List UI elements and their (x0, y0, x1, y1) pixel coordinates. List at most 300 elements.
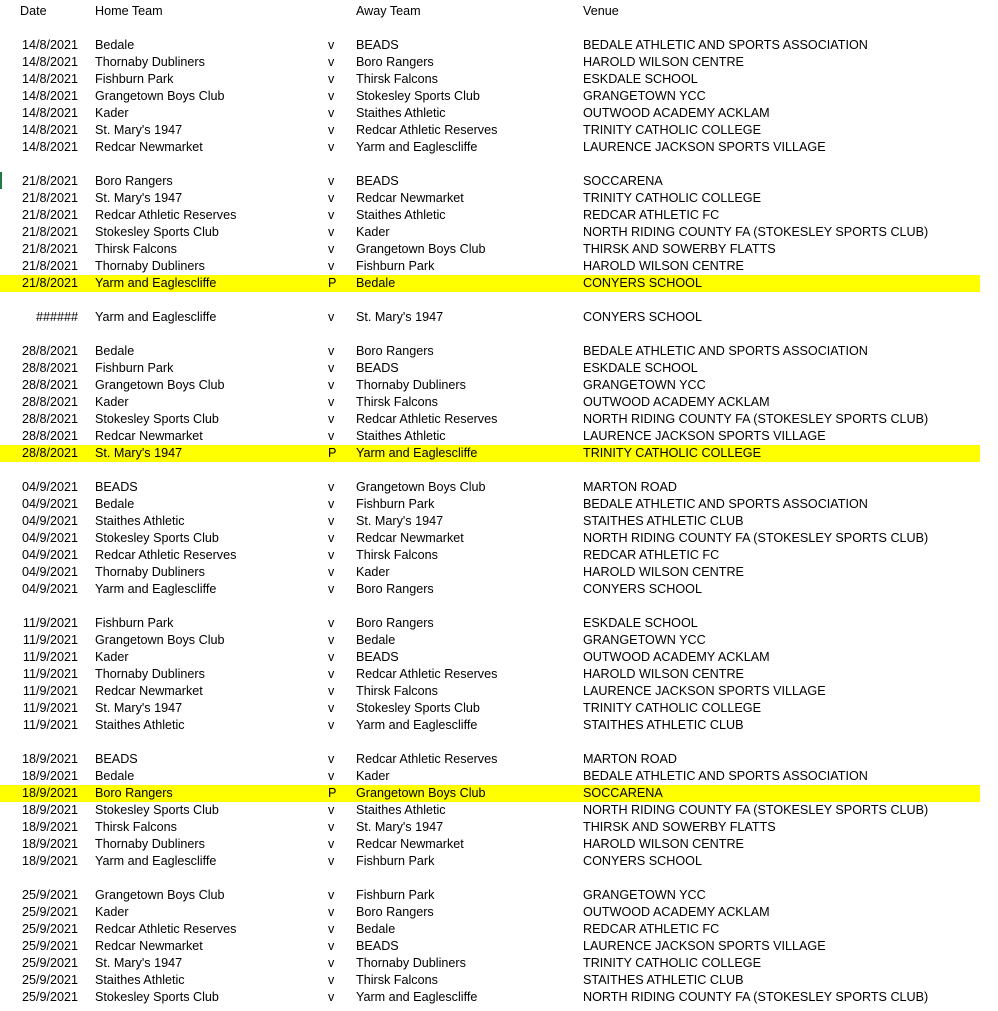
fixture-row[interactable] (0, 54, 980, 71)
date-cell[interactable]: 25/9/2021 (21, 922, 78, 936)
date-cell[interactable]: 21/8/2021 (21, 208, 78, 222)
venue-cell[interactable]: GRANGETOWN YCC (583, 888, 706, 902)
fixture-row[interactable] (0, 411, 980, 428)
versus-cell[interactable]: v (328, 565, 335, 579)
date-cell[interactable]: 11/9/2021 (22, 616, 78, 630)
fixture-row[interactable] (0, 836, 980, 853)
versus-cell[interactable]: v (328, 38, 335, 52)
home-team-cell[interactable]: Fishburn Park (95, 616, 174, 630)
date-cell[interactable]: 21/8/2021 (21, 259, 78, 273)
versus-cell[interactable]: v (328, 531, 335, 545)
venue-cell[interactable]: HAROLD WILSON CENTRE (583, 837, 744, 851)
fixture-row[interactable] (0, 360, 980, 377)
versus-cell[interactable]: v (328, 752, 335, 766)
home-team-cell[interactable]: Grangetown Boys Club (95, 89, 225, 103)
home-team-cell[interactable]: Grangetown Boys Club (95, 633, 225, 647)
home-team-cell[interactable]: St. Mary's 1947 (95, 701, 183, 715)
versus-cell[interactable]: v (328, 667, 335, 681)
home-team-cell[interactable]: Kader (95, 106, 129, 120)
away-team-cell[interactable]: Staithes Athletic (356, 106, 446, 120)
venue-cell[interactable]: HAROLD WILSON CENTRE (583, 565, 744, 579)
date-cell[interactable]: 11/9/2021 (22, 667, 78, 681)
venue-cell[interactable]: CONYERS SCHOOL (583, 854, 702, 868)
versus-cell[interactable]: v (328, 310, 335, 324)
home-team-cell[interactable]: BEADS (95, 752, 138, 766)
venue-cell[interactable]: CONYERS SCHOOL (583, 276, 702, 290)
versus-cell[interactable]: v (328, 650, 335, 664)
home-team-cell[interactable]: Thornaby Dubliners (95, 667, 205, 681)
fixture-row[interactable] (0, 88, 980, 105)
date-cell[interactable]: 21/8/2021 (21, 174, 78, 188)
date-cell[interactable]: 14/8/2021 (21, 38, 78, 52)
home-team-cell[interactable]: Redcar Newmarket (95, 684, 203, 698)
fixture-row[interactable] (0, 105, 980, 122)
away-team-cell[interactable]: Boro Rangers (356, 582, 434, 596)
venue-cell[interactable]: REDCAR ATHLETIC FC (583, 922, 720, 936)
fixture-row[interactable] (0, 139, 980, 156)
fixture-row[interactable] (0, 768, 980, 785)
venue-cell[interactable]: BEDALE ATHLETIC AND SPORTS ASSOCIATION (583, 344, 868, 358)
venue-cell[interactable]: SOCCARENA (583, 174, 663, 188)
venue-cell[interactable]: OUTWOOD ACADEMY ACKLAM (583, 650, 770, 664)
home-team-cell[interactable]: Stokesley Sports Club (95, 531, 219, 545)
versus-cell[interactable]: v (328, 174, 335, 188)
versus-cell[interactable]: v (328, 225, 335, 239)
date-cell[interactable]: 18/9/2021 (21, 769, 78, 783)
home-team-cell[interactable]: Kader (95, 650, 129, 664)
fixture-row[interactable] (0, 802, 980, 819)
home-team-cell[interactable]: Redcar Athletic Reserves (95, 208, 237, 222)
versus-cell[interactable]: v (328, 548, 335, 562)
versus-cell[interactable]: v (328, 191, 335, 205)
venue-cell[interactable]: NORTH RIDING COUNTY FA (STOKESLEY SPORTS CLUB) (583, 225, 929, 239)
versus-cell[interactable]: P (328, 786, 337, 800)
home-team-cell[interactable]: St. Mary's 1947 (95, 956, 183, 970)
venue-cell[interactable]: TRINITY CATHOLIC COLLEGE (583, 956, 761, 970)
versus-cell[interactable]: v (328, 939, 335, 953)
versus-cell[interactable]: v (328, 701, 335, 715)
fixture-row[interactable] (0, 343, 980, 360)
fixture-row[interactable] (0, 258, 980, 275)
away-team-cell[interactable]: Thornaby Dubliners (356, 956, 466, 970)
away-team-cell[interactable]: Grangetown Boys Club (356, 480, 486, 494)
home-team-cell[interactable]: Yarm and Eaglescliffe (95, 582, 217, 596)
away-team-cell[interactable]: Fishburn Park (356, 888, 435, 902)
venue-cell[interactable]: OUTWOOD ACADEMY ACKLAM (583, 106, 770, 120)
date-cell[interactable]: 04/9/2021 (21, 582, 78, 596)
venue-cell[interactable]: NORTH RIDING COUNTY FA (STOKESLEY SPORTS CLUB) (583, 803, 929, 817)
home-team-cell[interactable]: Grangetown Boys Club (95, 378, 225, 392)
away-team-cell[interactable]: Redcar Newmarket (356, 531, 464, 545)
fixture-row[interactable] (0, 37, 980, 54)
versus-cell[interactable]: v (328, 718, 335, 732)
away-team-cell[interactable]: Thirsk Falcons (356, 684, 438, 698)
versus-cell[interactable]: v (328, 123, 335, 137)
versus-cell[interactable]: v (328, 72, 335, 86)
away-team-cell[interactable]: BEADS (356, 650, 399, 664)
home-team-cell[interactable]: Thornaby Dubliners (95, 565, 205, 579)
away-team-cell[interactable]: Redcar Athletic Reserves (356, 667, 498, 681)
away-team-cell[interactable]: Bedale (356, 922, 396, 936)
versus-cell[interactable]: v (328, 106, 335, 120)
versus-cell[interactable]: v (328, 990, 335, 1004)
date-cell[interactable]: 28/8/2021 (21, 395, 78, 409)
fixture-row[interactable] (0, 989, 980, 1006)
away-team-cell[interactable]: Fishburn Park (356, 854, 435, 868)
versus-cell[interactable]: v (328, 378, 335, 392)
fixture-row[interactable] (0, 428, 980, 445)
date-cell[interactable]: 18/9/2021 (21, 752, 78, 766)
fixture-row[interactable] (0, 479, 980, 496)
away-team-cell[interactable]: Redcar Athletic Reserves (356, 752, 498, 766)
away-team-cell[interactable]: St. Mary's 1947 (356, 310, 444, 324)
fixture-row[interactable] (0, 751, 980, 768)
fixture-row[interactable] (0, 717, 980, 734)
fixture-row[interactable] (0, 394, 980, 411)
home-team-cell[interactable]: Staithes Athletic (95, 973, 185, 987)
date-cell[interactable]: 04/9/2021 (21, 497, 78, 511)
venue-cell[interactable]: STAITHES ATHLETIC CLUB (583, 718, 744, 732)
date-cell[interactable]: 14/8/2021 (21, 55, 78, 69)
fixture-row[interactable] (0, 938, 980, 955)
fixture-row[interactable] (0, 564, 980, 581)
versus-cell[interactable]: v (328, 956, 335, 970)
away-team-cell[interactable]: Yarm and Eaglescliffe (356, 446, 478, 460)
home-team-cell[interactable]: St. Mary's 1947 (95, 446, 183, 460)
home-team-cell[interactable]: Bedale (95, 497, 135, 511)
fixture-row[interactable] (0, 207, 980, 224)
fixture-row[interactable] (0, 71, 980, 88)
fixture-row[interactable] (0, 309, 980, 326)
date-cell[interactable]: 14/8/2021 (21, 72, 78, 86)
versus-cell[interactable]: v (328, 854, 335, 868)
venue-cell[interactable]: ESKDALE SCHOOL (583, 616, 698, 630)
away-team-cell[interactable]: Boro Rangers (356, 344, 434, 358)
venue-cell[interactable]: ESKDALE SCHOOL (583, 72, 698, 86)
venue-cell[interactable]: LAURENCE JACKSON SPORTS VILLAGE (583, 684, 826, 698)
home-team-cell[interactable]: Bedale (95, 344, 135, 358)
away-team-cell[interactable]: Thirsk Falcons (356, 973, 438, 987)
date-cell[interactable]: 25/9/2021 (21, 973, 78, 987)
versus-cell[interactable]: P (328, 276, 337, 290)
venue-cell[interactable]: LAURENCE JACKSON SPORTS VILLAGE (583, 140, 826, 154)
date-cell[interactable]: 04/9/2021 (21, 514, 78, 528)
date-cell[interactable]: 25/9/2021 (21, 939, 78, 953)
date-cell[interactable]: 28/8/2021 (21, 361, 78, 375)
date-cell[interactable]: 28/8/2021 (21, 344, 78, 358)
date-cell[interactable]: 21/8/2021 (21, 276, 78, 290)
date-cell[interactable]: 11/9/2021 (22, 718, 78, 732)
fixture-row[interactable] (0, 972, 980, 989)
venue-cell[interactable]: TRINITY CATHOLIC COLLEGE (583, 446, 761, 460)
versus-cell[interactable]: v (328, 208, 335, 222)
versus-cell[interactable]: v (328, 769, 335, 783)
fixture-row[interactable] (0, 513, 980, 530)
home-team-cell[interactable]: Stokesley Sports Club (95, 412, 219, 426)
date-cell[interactable]: 11/9/2021 (22, 684, 78, 698)
fixture-row[interactable] (0, 666, 980, 683)
away-team-cell[interactable]: St. Mary's 1947 (356, 514, 444, 528)
away-team-cell[interactable]: Kader (356, 769, 390, 783)
home-team-cell[interactable]: Stokesley Sports Club (95, 990, 219, 1004)
fixture-row[interactable] (0, 615, 980, 632)
venue-cell[interactable]: GRANGETOWN YCC (583, 633, 706, 647)
home-team-cell[interactable]: Boro Rangers (95, 786, 173, 800)
away-team-cell[interactable]: Kader (356, 565, 390, 579)
away-team-cell[interactable]: Redcar Newmarket (356, 837, 464, 851)
date-cell[interactable]: 18/9/2021 (21, 820, 78, 834)
fixture-row[interactable] (0, 530, 980, 547)
venue-cell[interactable]: ESKDALE SCHOOL (583, 361, 698, 375)
home-team-cell[interactable]: Bedale (95, 769, 135, 783)
home-team-cell[interactable]: Redcar Athletic Reserves (95, 922, 237, 936)
away-team-cell[interactable]: Staithes Athletic (356, 429, 446, 443)
venue-cell[interactable]: HAROLD WILSON CENTRE (583, 259, 744, 273)
date-cell[interactable]: 18/9/2021 (21, 803, 78, 817)
date-cell[interactable]: 04/9/2021 (21, 480, 78, 494)
venue-cell[interactable]: MARTON ROAD (583, 752, 677, 766)
home-team-cell[interactable]: Redcar Athletic Reserves (95, 548, 237, 562)
fixture-row[interactable] (0, 122, 980, 139)
away-team-cell[interactable]: Fishburn Park (356, 497, 435, 511)
date-cell[interactable]: 25/9/2021 (21, 905, 78, 919)
away-team-cell[interactable]: Kader (356, 225, 390, 239)
away-team-cell[interactable]: Grangetown Boys Club (356, 242, 486, 256)
away-team-cell[interactable]: Boro Rangers (356, 905, 434, 919)
home-team-cell[interactable]: Yarm and Eaglescliffe (95, 310, 217, 324)
versus-cell[interactable]: v (328, 140, 335, 154)
away-team-cell[interactable]: Yarm and Eaglescliffe (356, 140, 478, 154)
fixture-row-highlighted[interactable] (0, 275, 980, 292)
home-team-cell[interactable]: Bedale (95, 38, 135, 52)
home-team-cell[interactable]: St. Mary's 1947 (95, 123, 183, 137)
fixture-row[interactable] (0, 887, 980, 904)
versus-cell[interactable]: P (328, 446, 337, 460)
home-team-cell[interactable]: Staithes Athletic (95, 718, 185, 732)
home-team-cell[interactable]: Thornaby Dubliners (95, 837, 205, 851)
fixture-row[interactable] (0, 683, 980, 700)
versus-cell[interactable]: v (328, 89, 335, 103)
versus-cell[interactable]: v (328, 55, 335, 69)
fixture-row[interactable] (0, 224, 980, 241)
home-team-cell[interactable]: Thirsk Falcons (95, 242, 177, 256)
versus-cell[interactable]: v (328, 973, 335, 987)
date-cell[interactable]: 28/8/2021 (21, 429, 78, 443)
home-team-cell[interactable]: Redcar Newmarket (95, 140, 203, 154)
away-team-cell[interactable]: Thornaby Dubliners (356, 378, 466, 392)
versus-cell[interactable]: v (328, 259, 335, 273)
fixture-row[interactable] (0, 496, 980, 513)
date-cell[interactable]: 28/8/2021 (21, 446, 78, 460)
venue-cell[interactable]: LAURENCE JACKSON SPORTS VILLAGE (583, 429, 826, 443)
date-cell[interactable]: 18/9/2021 (21, 786, 78, 800)
versus-cell[interactable]: v (328, 684, 335, 698)
date-cell[interactable]: 04/9/2021 (21, 531, 78, 545)
venue-cell[interactable]: GRANGETOWN YCC (583, 378, 706, 392)
fixture-row[interactable] (0, 853, 980, 870)
away-team-cell[interactable]: Yarm and Eaglescliffe (356, 990, 478, 1004)
venue-cell[interactable]: LAURENCE JACKSON SPORTS VILLAGE (583, 939, 826, 953)
venue-cell[interactable]: TRINITY CATHOLIC COLLEGE (583, 191, 761, 205)
venue-cell[interactable]: THIRSK AND SOWERBY FLATTS (583, 820, 776, 834)
fixture-row-highlighted[interactable] (0, 445, 980, 462)
venue-cell[interactable]: NORTH RIDING COUNTY FA (STOKESLEY SPORTS CLUB) (583, 990, 929, 1004)
versus-cell[interactable]: v (328, 616, 335, 630)
away-team-cell[interactable]: BEADS (356, 361, 399, 375)
fixture-row[interactable] (0, 649, 980, 666)
date-cell[interactable]: 18/9/2021 (21, 854, 78, 868)
venue-cell[interactable]: SOCCARENA (583, 786, 663, 800)
venue-cell[interactable]: REDCAR ATHLETIC FC (583, 548, 720, 562)
date-cell[interactable]: 25/9/2021 (21, 888, 78, 902)
home-team-cell[interactable]: Boro Rangers (95, 174, 173, 188)
versus-cell[interactable]: v (328, 344, 335, 358)
versus-cell[interactable]: v (328, 803, 335, 817)
away-team-cell[interactable]: Redcar Athletic Reserves (356, 123, 498, 137)
venue-cell[interactable]: REDCAR ATHLETIC FC (583, 208, 720, 222)
home-team-cell[interactable]: Staithes Athletic (95, 514, 185, 528)
date-cell[interactable]: 14/8/2021 (21, 123, 78, 137)
venue-cell[interactable]: HAROLD WILSON CENTRE (583, 667, 744, 681)
home-team-cell[interactable]: Kader (95, 395, 129, 409)
versus-cell[interactable]: v (328, 582, 335, 596)
venue-cell[interactable]: OUTWOOD ACADEMY ACKLAM (583, 905, 770, 919)
date-cell[interactable]: 21/8/2021 (21, 242, 78, 256)
away-team-cell[interactable]: Redcar Newmarket (356, 191, 464, 205)
fixture-row[interactable] (0, 190, 980, 207)
home-team-cell[interactable]: Thornaby Dubliners (95, 55, 205, 69)
venue-cell[interactable]: BEDALE ATHLETIC AND SPORTS ASSOCIATION (583, 769, 868, 783)
date-cell[interactable]: 21/8/2021 (21, 225, 78, 239)
home-team-cell[interactable]: St. Mary's 1947 (95, 191, 183, 205)
away-team-cell[interactable]: Thirsk Falcons (356, 395, 438, 409)
date-cell[interactable]: 18/9/2021 (21, 837, 78, 851)
versus-cell[interactable]: v (328, 514, 335, 528)
away-team-cell[interactable]: Thirsk Falcons (356, 548, 438, 562)
venue-cell[interactable]: OUTWOOD ACADEMY ACKLAM (583, 395, 770, 409)
fixture-row[interactable] (0, 819, 980, 836)
versus-cell[interactable]: v (328, 242, 335, 256)
venue-cell[interactable]: TRINITY CATHOLIC COLLEGE (583, 701, 761, 715)
away-team-cell[interactable]: BEADS (356, 38, 399, 52)
fixture-row[interactable] (0, 377, 980, 394)
home-team-cell[interactable]: Fishburn Park (95, 72, 174, 86)
date-cell[interactable]: 14/8/2021 (21, 140, 78, 154)
venue-cell[interactable]: NORTH RIDING COUNTY FA (STOKESLEY SPORTS CLUB) (583, 531, 929, 545)
versus-cell[interactable]: v (328, 361, 335, 375)
away-team-cell[interactable]: Boro Rangers (356, 616, 434, 630)
away-team-cell[interactable]: Fishburn Park (356, 259, 435, 273)
fixture-row[interactable] (0, 547, 980, 564)
fixture-row[interactable] (0, 955, 980, 972)
venue-cell[interactable]: STAITHES ATHLETIC CLUB (583, 514, 744, 528)
venue-cell[interactable]: THIRSK AND SOWERBY FLATTS (583, 242, 776, 256)
away-team-cell[interactable]: Staithes Athletic (356, 208, 446, 222)
versus-cell[interactable]: v (328, 820, 335, 834)
venue-cell[interactable]: STAITHES ATHLETIC CLUB (583, 973, 744, 987)
away-team-cell[interactable]: Bedale (356, 633, 396, 647)
home-team-cell[interactable]: Yarm and Eaglescliffe (95, 276, 217, 290)
fixture-row[interactable] (0, 904, 980, 921)
away-team-cell[interactable]: Yarm and Eaglescliffe (356, 718, 478, 732)
date-cell[interactable]: 14/8/2021 (21, 89, 78, 103)
home-team-cell[interactable]: Thirsk Falcons (95, 820, 177, 834)
venue-cell[interactable]: BEDALE ATHLETIC AND SPORTS ASSOCIATION (583, 497, 868, 511)
fixture-row-highlighted[interactable] (0, 785, 980, 802)
date-cell[interactable]: 04/9/2021 (21, 565, 78, 579)
away-team-cell[interactable]: Grangetown Boys Club (356, 786, 486, 800)
versus-cell[interactable]: v (328, 497, 335, 511)
fixture-row[interactable] (0, 921, 980, 938)
home-team-cell[interactable]: BEADS (95, 480, 138, 494)
versus-cell[interactable]: v (328, 922, 335, 936)
versus-cell[interactable]: v (328, 633, 335, 647)
versus-cell[interactable]: v (328, 429, 335, 443)
venue-cell[interactable]: TRINITY CATHOLIC COLLEGE (583, 123, 761, 137)
home-team-cell[interactable]: Stokesley Sports Club (95, 225, 219, 239)
home-team-cell[interactable]: Redcar Newmarket (95, 429, 203, 443)
away-team-cell[interactable]: Staithes Athletic (356, 803, 446, 817)
away-team-cell[interactable]: BEADS (356, 174, 399, 188)
home-team-cell[interactable]: Fishburn Park (95, 361, 174, 375)
date-cell[interactable]: 11/9/2021 (22, 650, 78, 664)
venue-cell[interactable]: CONYERS SCHOOL (583, 310, 702, 324)
fixture-row[interactable] (0, 700, 980, 717)
venue-cell[interactable]: CONYERS SCHOOL (583, 582, 702, 596)
venue-cell[interactable]: GRANGETOWN YCC (583, 89, 706, 103)
versus-cell[interactable]: v (328, 905, 335, 919)
versus-cell[interactable]: v (328, 888, 335, 902)
away-team-cell[interactable]: Boro Rangers (356, 55, 434, 69)
date-cell[interactable]: 25/9/2021 (21, 990, 78, 1004)
home-team-cell[interactable]: Grangetown Boys Club (95, 888, 225, 902)
away-team-cell[interactable]: St. Mary's 1947 (356, 820, 444, 834)
away-team-cell[interactable]: Bedale (356, 276, 396, 290)
venue-cell[interactable]: MARTON ROAD (583, 480, 677, 494)
versus-cell[interactable]: v (328, 480, 335, 494)
home-team-cell[interactable]: Stokesley Sports Club (95, 803, 219, 817)
home-team-cell[interactable]: Kader (95, 905, 129, 919)
home-team-cell[interactable]: Thornaby Dubliners (95, 259, 205, 273)
away-team-cell[interactable]: Stokesley Sports Club (356, 701, 480, 715)
fixture-row[interactable] (0, 173, 980, 190)
away-team-cell[interactable]: Redcar Athletic Reserves (356, 412, 498, 426)
date-cell[interactable]: 14/8/2021 (21, 106, 78, 120)
date-cell[interactable]: 11/9/2021 (22, 633, 78, 647)
fixture-row[interactable] (0, 632, 980, 649)
date-cell[interactable]: 25/9/2021 (21, 956, 78, 970)
date-cell[interactable]: 04/9/2021 (21, 548, 78, 562)
venue-cell[interactable]: HAROLD WILSON CENTRE (583, 55, 744, 69)
versus-cell[interactable]: v (328, 412, 335, 426)
date-cell[interactable]: 28/8/2021 (21, 412, 78, 426)
away-team-cell[interactable]: Stokesley Sports Club (356, 89, 480, 103)
fixture-row[interactable] (0, 241, 980, 258)
home-team-cell[interactable]: Redcar Newmarket (95, 939, 203, 953)
venue-cell[interactable]: BEDALE ATHLETIC AND SPORTS ASSOCIATION (583, 38, 868, 52)
away-team-cell[interactable]: Thirsk Falcons (356, 72, 438, 86)
versus-cell[interactable]: v (328, 395, 335, 409)
date-cell[interactable]: 21/8/2021 (21, 191, 78, 205)
home-team-cell[interactable]: Yarm and Eaglescliffe (95, 854, 217, 868)
date-cell[interactable]: ###### (35, 310, 78, 324)
date-cell[interactable]: 11/9/2021 (22, 701, 78, 715)
date-cell[interactable]: 28/8/2021 (21, 378, 78, 392)
fixture-row[interactable] (0, 581, 980, 598)
versus-cell[interactable]: v (328, 837, 335, 851)
venue-cell[interactable]: NORTH RIDING COUNTY FA (STOKESLEY SPORTS CLUB) (583, 412, 929, 426)
away-team-cell[interactable]: BEADS (356, 939, 399, 953)
